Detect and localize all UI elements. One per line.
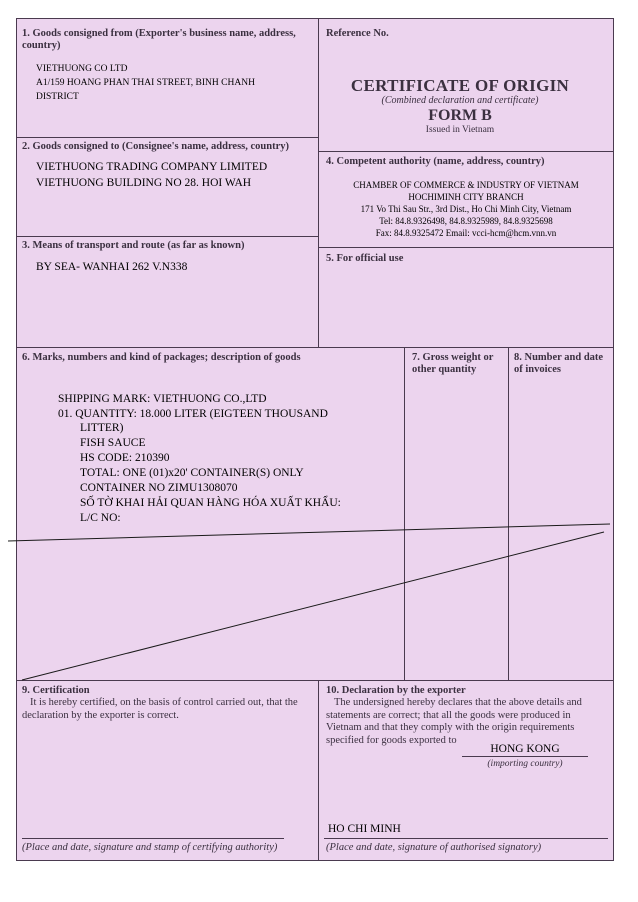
exporter-name: VIETHUONG CO LTD	[36, 64, 128, 74]
consignee-name: VIETHUONG TRADING COMPANY LIMITED	[36, 161, 268, 173]
box8-label: 8. Number and date of invoices	[514, 352, 604, 375]
divider-box4-box5	[318, 247, 614, 248]
signature-line-left	[22, 838, 284, 839]
box1-label: 1. Goods consigned from (Exporter's business name, address, country)	[22, 28, 296, 51]
importing-country: HONG KONG	[490, 743, 560, 755]
certification-text: It is hereby certified, on the basis of control carried out, that the declaration by the exporter is correct.	[22, 697, 298, 721]
box9-label: 9. Certification	[22, 685, 90, 696]
divider-reference-box4	[318, 151, 614, 152]
shipping-mark: SHIPPING MARK: VIETHUONG CO.,LTD	[58, 393, 267, 405]
box10-footer: (Place and date, signature of authorised signatory)	[326, 842, 542, 853]
divider-box1-box2	[16, 137, 318, 138]
lc-number: L/C NO:	[80, 512, 121, 524]
certificate-subtitle: (Combined declaration and certificate)	[381, 95, 539, 106]
divider-box2-box3	[16, 236, 318, 237]
declaration-place: HO CHI MINH	[328, 823, 401, 835]
transport-route: BY SEA- WANHAI 262 V.N338	[36, 261, 188, 273]
authority-branch: HOCHIMINH CITY BRANCH	[408, 192, 524, 202]
divider-col7	[404, 347, 405, 680]
reference-label: Reference No.	[326, 28, 389, 39]
container-number: CONTAINER NO ZIMU1308070	[80, 482, 238, 494]
importing-country-caption: (importing country)	[487, 759, 563, 769]
consignee-address: VIETHUONG BUILDING NO 28. HOI WAH	[36, 177, 252, 189]
box6-label: 6. Marks, numbers and kind of packages; description of goods	[22, 352, 301, 363]
box9-footer: (Place and date, signature and stamp of certifying authority)	[22, 842, 278, 853]
goods-quantity: 01. QUANTITY: 18.000 LITER (EIGTEEN THOUSAND	[58, 408, 328, 420]
divider-vertical-bottom	[318, 680, 319, 861]
container-total: TOTAL: ONE (01)x20' CONTAINER(S) ONLY	[80, 467, 304, 479]
box7-label: 7. Gross weight or other quantity	[412, 352, 494, 375]
divider-vertical-top	[318, 18, 319, 348]
goods-description: FISH SAUCE	[80, 437, 146, 449]
authority-tel: Tel: 84.8.9326498, 84.8.9325989, 84.8.9325698	[379, 216, 553, 226]
divider-col8	[508, 347, 509, 680]
exporter-address: A1/159 HOANG PHAN THAI STREET, BINH CHANH	[36, 78, 255, 88]
box4-label: 4. Competent authority (name, address, country)	[326, 156, 545, 167]
authority-address: 171 Vo Thi Sau Str., 3rd Dist., Ho Chi Minh City, Vietnam	[360, 204, 572, 214]
box2-label: 2. Goods consigned to (Consignee's name, address, country)	[22, 141, 289, 152]
divider-goods-cert	[16, 680, 614, 681]
divider-top-section	[16, 347, 614, 348]
customs-declaration: SỐ TỜ KHAI HẢI QUAN HÀNG HÓA XUẤT KHẨU:	[80, 497, 341, 509]
box3-label: 3. Means of transport and route (as far as known)	[22, 240, 245, 251]
declaration-text: The undersigned hereby declares that the above details and statements are correct; that all the goods were produced in Vietnam and that they comply with the origin requirements specified for goods exported to	[326, 697, 582, 746]
box10-label: 10. Declaration by the exporter	[326, 685, 466, 696]
certificate-title: CERTIFICATE OF ORIGIN	[350, 76, 570, 95]
hs-code: HS CODE: 210390	[80, 452, 170, 464]
box5-label: 5. For official use	[326, 253, 404, 264]
country-underline	[462, 756, 588, 757]
authority-name: CHAMBER OF COMMERCE & INDUSTRY OF VIETNAM	[353, 180, 579, 190]
signature-line-right	[324, 838, 608, 839]
form-name: FORM B	[428, 107, 492, 124]
goods-quantity-unit: LITTER)	[80, 422, 124, 434]
exporter-district: DISTRICT	[36, 92, 79, 102]
issued-country: Issued in Vietnam	[425, 125, 495, 135]
authority-fax-email: Fax: 84.8.9325472 Email: vcci-hcm@hcm.vnn.vn	[375, 228, 557, 238]
